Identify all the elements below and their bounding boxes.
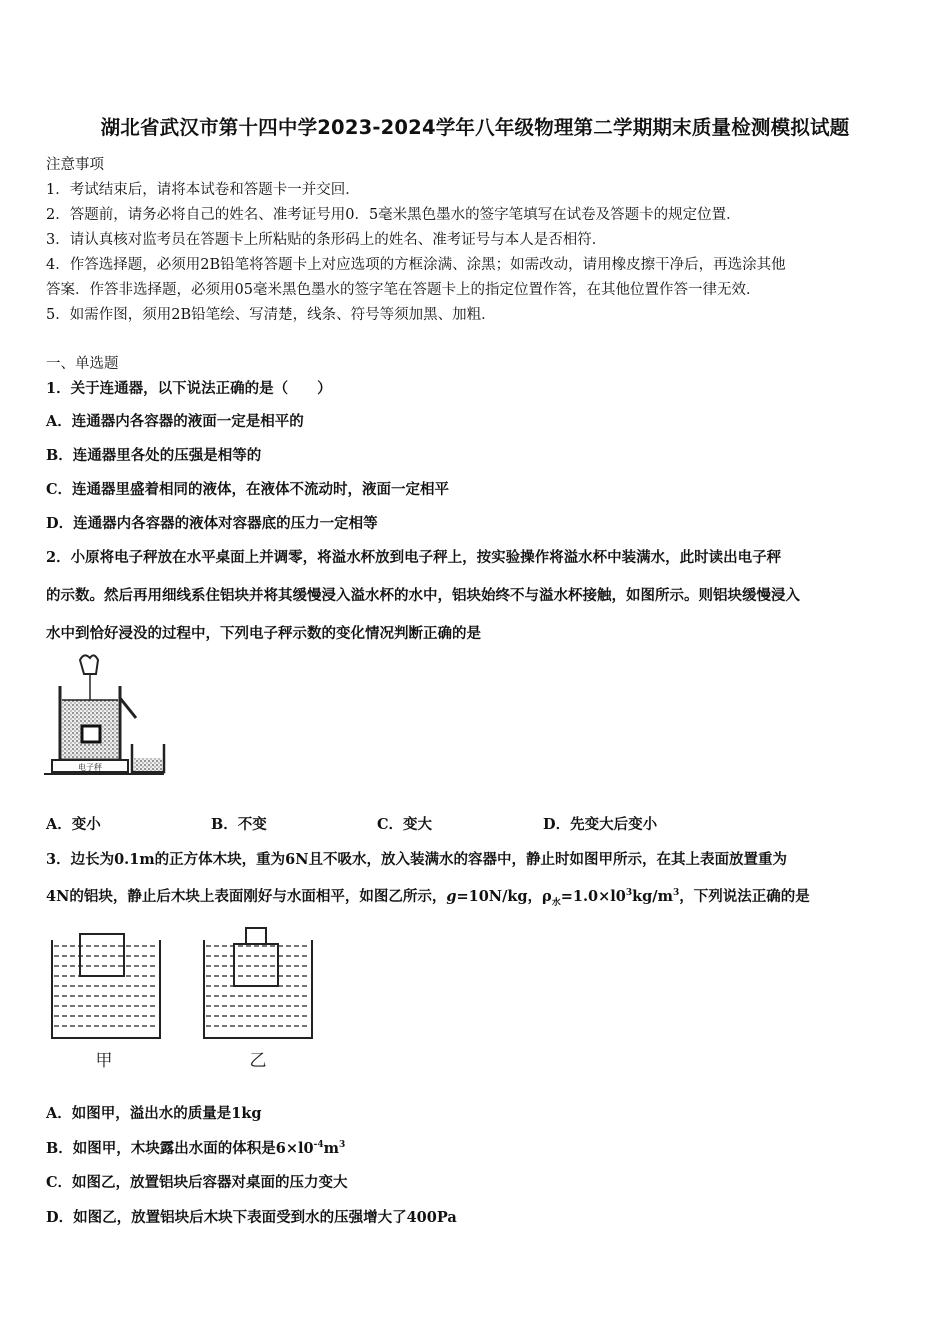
q3-figure [44,920,334,1070]
exponent: 3 [338,1140,346,1151]
q3-line [46,885,810,908]
q3-option-a: A．如图甲，溢出水的质量是1kg [46,1105,262,1122]
q3-text: 4N的铝块，静止后木块上表面刚好与水面相平，如图乙所示， [46,888,447,905]
q3-option-b-text: B．如图甲，木块露出水面的体积是6×l0 [46,1140,314,1157]
q3-line: 3．边长为0.1m的正方体木块，重为6N且不吸水，放入装满水的容器中，静止时如图甲所示，在其上表面放置重为 [46,851,787,868]
q3-option-d: D．如图乙，放置铝块后木块下表面受到水的压强增大了400Pa [46,1209,457,1226]
q2-option-b: B．不变 [211,816,267,833]
label-jia: 甲 [95,1051,113,1070]
g-symbol: g [446,888,457,905]
section-heading: 一、单选题 [46,356,119,372]
rho-subscript: 水 [551,897,561,908]
q1-option-a: A．连通器内各容器的液面一定是相平的 [46,413,304,430]
q2-line: 的示数。然后再用细线系住铝块并将其缓慢浸入溢水杯的水中，铝块始终不与溢水杯接触，如图所示。则铝块缓慢浸入 [46,587,800,604]
notice-item: 2．答题前，请务必将自己的姓名、准考证号用0．5毫米黑色墨水的签字笔填写在试卷及答题卡的规定位置． [46,207,741,223]
q2-option-d: D．先变大后变小 [543,816,658,833]
figure-yi [204,928,312,1070]
exponent: -4 [313,1140,324,1151]
q3-option-b-unit: m [323,1140,339,1157]
notice-item: 1．考试结束后，请将本试卷和答题卡一并交回． [46,182,360,198]
exponent: 3 [672,888,680,899]
notice-item: 3．请认真核对监考员在答题卡上所粘贴的条形码上的姓名、准考证号与本人是否相符． [46,232,607,248]
q1-option-b: B．连通器里各处的压强是相等的 [46,447,262,464]
q3-option-c: C．如图乙，放置铝块后容器对桌面的压力变大 [46,1174,348,1191]
q3-text: kg/m [632,888,673,905]
q1-stem: 1．关于连通器，以下说法正确的是（ ） [46,380,332,397]
label-yi: 乙 [249,1051,267,1070]
notice-heading: 注意事项 [46,157,104,173]
q3-text: =1.0×l0 [560,888,626,905]
page-title: 湖北省武汉市第十四中学2023-2024学年八年级物理第二学期期末质量检测模拟试题 [100,116,850,139]
q1-option-c: C．连通器里盛着相同的液体，在液体不流动时，液面一定相平 [46,481,450,498]
notice-item: 5．如需作图，须用2B铅笔绘、写清楚，线条、符号等须加黑、加粗． [46,307,496,323]
scale-label: 电子秤 [78,763,102,772]
q3-text: =10N/kg，ρ [456,888,552,905]
exponent: 3 [625,888,633,899]
q2-option-c: C．变大 [377,816,433,833]
q3-text: ，下列说法正确的是 [679,888,810,905]
q2-figure [44,652,174,784]
q3-option-b [46,1137,345,1158]
q1-option-d: D．连通器内各容器的液体对容器底的压力一定相等 [46,515,378,532]
q2-line: 水中到恰好浸没的过程中，下列电子秤示数的变化情况判断正确的是 [46,625,481,642]
notice-item: 4．作答选择题，必须用2B铅笔将答题卡上对应选项的方框涂满、涂黑；如需改动，请用橡皮擦干净后，再选涂其他 [46,257,786,273]
q2-line: 2．小原将电子秤放在水平桌面上并调零，将溢水杯放到电子秤上，按实验操作将溢水杯中装满水，此时读出电子秤 [46,549,782,566]
figure-jia [52,934,160,1070]
notice-item: 答案．作答非选择题，必须用05毫米黑色墨水的签字笔在答题卡上的指定位置作答，在其他位置作答一律无效． [46,282,761,298]
q2-option-a: A．变小 [46,816,101,833]
